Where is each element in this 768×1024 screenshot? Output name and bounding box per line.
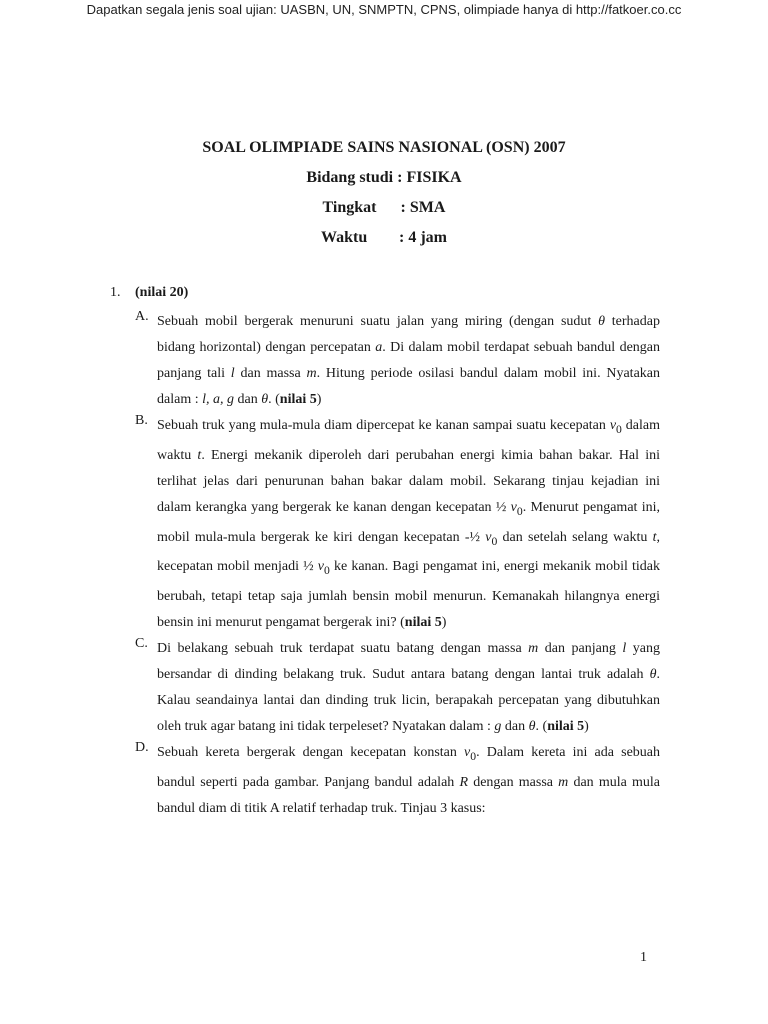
question-part-b <box>110 413 660 636</box>
level-label: Tingkat <box>322 199 377 216</box>
time-label: Waktu <box>321 229 368 246</box>
question-number: 1. <box>110 285 121 300</box>
part-letter: A. <box>135 309 149 324</box>
part-letter: D. <box>135 740 149 756</box>
part-text: Sebuah mobil bergerak menuruni suatu jalan yang miring (dengan sudut θ terhadap bidang horizontal) dengan percepatan a. Di dalam mobil terdapat sebuah bandul dengan panjang tali l dan massa m. Hitung periode osilasi bandul dalam mobil ini. Nyatakan dalam : l, a, g dan θ. (nilai 5) <box>157 314 661 407</box>
question-header <box>110 283 660 309</box>
part-text: Sebuah truk yang mula-mula diam dipercepat ke kanan sampai suatu kecepatan $v_0$ dalam waktu t. Energi mekanik diperoleh dari perubahan energi kimia bahan bakar. Hal ini terlihat jelas dari penurunan bahan bakar dalam mobil. Sekarang tinjau kejadian ini dalam kerangka yang bergerak ke kanan dengan kecepatan ½ $v_0$. Menurut pengamat ini, mobil mula-mula bergerak ke kiri dengan kecepatan -½ $v_0$ dan setelah selang waktu t, kecepatan mobil menjadi ½ $v_0$ ke kanan. Bagi pengamat ini, energi mekanik mobil tidak berubah, tetapi tetap saja jumlah bensin mobil menurun. Kemanakah hilangnya energi bensin ini menurut pengamat bergerak ini? (nilai 5) <box>157 418 661 631</box>
page-title: SOAL OLIMPIADE SAINS NASIONAL (OSN) 2007 <box>202 139 566 156</box>
level-value: : SMA <box>400 199 446 216</box>
header-banner: Dapatkan segala jenis soal ujian: UASBN, UN, SNMPTN, CPNS, olimpiade hanya di http://fatkoer.co.cc <box>86 2 682 17</box>
part-letter: C. <box>135 636 148 652</box>
question-part-c <box>110 636 660 740</box>
part-text: Di belakang sebuah truk terdapat suatu batang dengan massa m dan panjang l yang bersandar di dinding belakang truk. Sudut antara batang dengan lantai truk adalah θ. Kalau seandainya lantai dan dinding truk licin, berapakah percepatan yang dibutuhkan oleh truk agar batang ini tidak terpeleset? Nyatakan dalam : g dan θ. (nilai 5) <box>157 641 660 735</box>
part-text: Sebuah kereta bergerak dengan kecepatan konstan $v_0$. Dalam kereta ini ada sebuah bandul seperti pada gambar. Panjang bandul adalah R dengan massa m dan mula mula bandul diam di titik A relatif terhadap truk. Tinjau 3 kasus: <box>157 745 661 816</box>
question-score: (nilai 20) <box>135 285 189 300</box>
question-part-d <box>110 740 660 822</box>
part-score: nilai 5 <box>279 392 317 407</box>
part-score: nilai 5 <box>547 719 585 735</box>
level-line <box>0 198 768 228</box>
question-part-a <box>110 309 660 413</box>
time-line <box>0 228 768 258</box>
part-score: nilai 5 <box>404 615 442 631</box>
page-number: 1 <box>640 950 647 965</box>
time-value: : 4 jam <box>399 229 447 246</box>
title-block <box>0 138 768 258</box>
question-1 <box>110 283 660 822</box>
part-letter: B. <box>135 413 148 428</box>
subject-line: Bidang studi : FISIKA <box>306 169 462 186</box>
